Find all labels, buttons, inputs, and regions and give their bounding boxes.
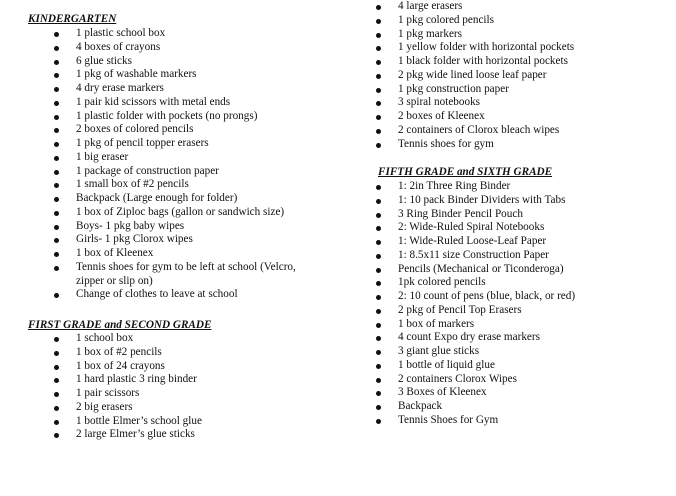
list-item — [28, 206, 326, 220]
bullet-icon — [376, 74, 381, 79]
list-item — [350, 263, 575, 277]
list-item — [28, 415, 202, 429]
list-item — [28, 123, 326, 137]
bullet-icon — [54, 351, 59, 356]
list-item-text: 1 box of Ziploc bags (gallon or sandwich size) — [76, 205, 285, 218]
list-item-text: 1 pkg of pencil topper erasers — [76, 137, 209, 149]
bullet-icon — [54, 73, 59, 78]
list-item — [28, 165, 326, 179]
list-item — [28, 151, 326, 165]
bullet-icon — [54, 142, 59, 147]
bullet-icon — [54, 101, 59, 106]
list-item — [28, 96, 326, 110]
list-item-text: 1 box of 24 crayons — [76, 359, 165, 372]
list-item-text: 2 big erasers — [76, 400, 133, 413]
list-item-text: Boys- 1 pkg baby wipes — [76, 219, 185, 232]
bullet-icon — [376, 199, 381, 204]
list-item-text: 6 glue sticks — [76, 54, 132, 67]
fifth-sixth-list — [350, 180, 575, 428]
list-item-text: 1 pkg of washable markers — [76, 68, 197, 81]
list-item — [28, 220, 326, 234]
bullet-icon — [54, 87, 59, 92]
list-item-text: Backpack (Large enough for folder) — [76, 192, 238, 204]
bullet-icon — [54, 183, 59, 188]
list-item — [28, 373, 202, 387]
list-item — [28, 41, 326, 55]
bullet-icon — [376, 405, 381, 410]
list-item-text: 1: 10 pack Binder Dividers with Tabs — [398, 193, 566, 206]
list-item-text: 4 count Expo dry erase markers — [398, 331, 540, 344]
list-item — [28, 82, 326, 96]
bullet-icon — [376, 309, 381, 314]
list-item-text: Tennis shoes for gym to be left at school (Velcro, zipper or slip on) — [76, 260, 296, 287]
list-item-text: 1 pkg colored pencils — [398, 13, 495, 26]
fifth-sixth-heading: FIFTH GRADE and SIXTH GRADE — [378, 166, 553, 178]
bullet-icon — [54, 420, 59, 425]
bullet-icon — [376, 268, 381, 273]
list-item-text: 1: 2in Three Ring Binder — [398, 180, 511, 192]
list-item-text: 2 pkg of Pencil Top Erasers — [398, 303, 522, 316]
list-item — [350, 208, 575, 222]
bullet-icon — [376, 143, 381, 148]
list-item-text: 2 containers Clorox Wipes — [398, 372, 517, 385]
list-item-text: 1 package of construction paper — [76, 164, 219, 177]
bullet-icon — [54, 32, 59, 37]
list-item — [28, 247, 326, 261]
list-item-text: 1 box of #2 pencils — [76, 345, 162, 358]
bullet-icon — [54, 378, 59, 383]
list-item-text: 3 giant glue sticks — [398, 345, 480, 357]
list-item — [350, 276, 575, 290]
bullet-icon — [54, 433, 59, 438]
bullet-icon — [376, 240, 381, 245]
kindergarten-list — [28, 27, 326, 302]
list-item-text: 2 large Elmer’s glue sticks — [76, 428, 195, 441]
list-item-text: 1 box of Kleenex — [76, 247, 154, 259]
bullet-icon — [376, 129, 381, 134]
list-item — [350, 0, 574, 14]
list-item — [28, 332, 202, 346]
bullet-icon — [54, 266, 59, 271]
list-item-text: 1 box of markers — [398, 317, 475, 330]
list-item — [350, 235, 575, 249]
list-item — [350, 14, 574, 28]
list-item-text: 4 dry erase markers — [76, 82, 164, 94]
list-item-text: 1 hard plastic 3 ring binder — [76, 373, 197, 386]
list-item-text: 1 plastic folder with pockets (no prongs) — [76, 109, 258, 122]
list-item-text: 1: Wide-Ruled Loose-Leaf Paper — [398, 235, 547, 247]
list-item — [350, 194, 575, 208]
list-item — [350, 414, 575, 428]
bullet-icon — [376, 419, 381, 424]
list-item — [28, 261, 326, 289]
list-item — [350, 345, 575, 359]
bullet-icon — [54, 60, 59, 65]
bullet-icon — [54, 170, 59, 175]
bullet-icon — [376, 33, 381, 38]
bullet-icon — [54, 293, 59, 298]
list-item — [350, 69, 574, 83]
bullet-icon — [376, 115, 381, 120]
bullet-icon — [54, 197, 59, 202]
list-item — [28, 192, 326, 206]
list-item — [28, 137, 326, 151]
list-item-text: 1pk colored pencils — [398, 276, 486, 289]
list-item — [28, 346, 202, 360]
list-item-text: 1 black folder with horizontal pockets — [398, 55, 568, 67]
list-item — [28, 387, 202, 401]
list-item-text: Change of clothes to leave at school — [76, 288, 238, 301]
list-item — [350, 400, 575, 414]
list-item-text: 1 pkg markers — [398, 27, 463, 40]
bullet-icon — [376, 364, 381, 369]
list-item-text: Tennis Shoes for Gym — [398, 413, 499, 426]
bullet-icon — [54, 156, 59, 161]
list-item — [28, 428, 202, 442]
list-item — [28, 288, 326, 302]
list-item-text: 1 bottle Elmer’s school glue — [76, 414, 202, 427]
bullet-icon — [376, 46, 381, 51]
bullet-icon — [376, 350, 381, 355]
list-item — [350, 110, 574, 124]
list-item-text: 1: 8.5x11 size Construction Paper — [398, 248, 549, 261]
list-item — [350, 304, 575, 318]
list-item-text: Backpack — [398, 400, 443, 412]
list-item — [28, 178, 326, 192]
list-item — [350, 138, 574, 152]
bullet-icon — [376, 226, 381, 231]
list-item — [350, 373, 575, 387]
list-item — [350, 28, 574, 42]
list-item — [350, 96, 574, 110]
bullet-icon — [376, 101, 381, 106]
list-item — [28, 68, 326, 82]
list-item-text: 2 boxes of colored pencils — [76, 123, 194, 136]
list-item-text: Pencils (Mechanical or Ticonderoga) — [398, 262, 564, 275]
list-item-text: 2 boxes of Kleenex — [398, 110, 485, 122]
list-item-text: 3 spiral notebooks — [398, 96, 481, 109]
bullet-icon — [54, 337, 59, 342]
bullet-icon — [376, 185, 381, 190]
list-item — [28, 233, 326, 247]
list-item-text: 1 plastic school box — [76, 27, 166, 39]
list-item-text: 1 small box of #2 pencils — [76, 178, 189, 191]
list-item-text: 1 school box — [76, 332, 134, 344]
bullet-icon — [54, 46, 59, 51]
bullet-icon — [376, 88, 381, 93]
list-item — [350, 180, 575, 194]
list-item-text: 4 large erasers — [398, 0, 463, 12]
bullet-icon — [376, 60, 381, 65]
bullet-icon — [376, 281, 381, 286]
list-item-text: 4 boxes of crayons — [76, 40, 161, 53]
bullet-icon — [376, 323, 381, 328]
first-second-list — [28, 332, 202, 442]
list-item-text: Tennis shoes for gym — [398, 137, 494, 150]
list-item-text: 2 pkg wide lined loose leaf paper — [398, 68, 547, 81]
bullet-icon — [54, 252, 59, 257]
bullet-icon — [54, 211, 59, 216]
bullet-icon — [376, 213, 381, 218]
bullet-icon — [54, 392, 59, 397]
list-item — [350, 386, 575, 400]
bullet-icon — [376, 5, 381, 10]
bullet-icon — [54, 406, 59, 411]
list-item-text: Girls- 1 pkg Clorox wipes — [76, 233, 193, 246]
bullet-icon — [376, 336, 381, 341]
list-item — [350, 318, 575, 332]
bullet-icon — [54, 115, 59, 120]
list-item — [350, 249, 575, 263]
list-item — [28, 360, 202, 374]
list-item-text: 1 pair scissors — [76, 387, 140, 399]
list-item — [350, 55, 574, 69]
list-item — [28, 55, 326, 69]
list-item-text: 1 pkg construction paper — [398, 82, 509, 95]
kindergarten-heading: KINDERGARTEN — [28, 13, 117, 25]
list-item-text: 1 pair kid scissors with metal ends — [76, 95, 231, 108]
list-item-text: 1 bottle of liquid glue — [398, 358, 495, 371]
bullet-icon — [376, 254, 381, 259]
list-item — [350, 359, 575, 373]
bullet-icon — [376, 378, 381, 383]
first-second-heading: FIRST GRADE and SECOND GRADE — [28, 319, 212, 331]
bullet-icon — [54, 128, 59, 133]
bullet-icon — [54, 238, 59, 243]
bullet-icon — [54, 225, 59, 230]
bullet-icon — [54, 365, 59, 370]
list-item — [28, 401, 202, 415]
bullet-icon — [376, 19, 381, 24]
list-item — [28, 27, 326, 41]
list-item-text: 1 big eraser — [76, 150, 129, 163]
list-item-text: 2: 10 count of pens (blue, black, or red) — [398, 290, 576, 302]
list-item — [350, 41, 574, 55]
third-fourth-continued-list — [350, 0, 574, 151]
list-item-text: 2: Wide-Ruled Spiral Notebooks — [398, 221, 545, 234]
list-item-text: 2 containers of Clorox bleach wipes — [398, 123, 560, 136]
list-item — [350, 221, 575, 235]
list-item-text: 1 yellow folder with horizontal pockets — [398, 41, 575, 54]
list-item-text: 3 Boxes of Kleenex — [398, 386, 487, 399]
list-item — [28, 110, 326, 124]
list-item — [350, 331, 575, 345]
list-item — [350, 83, 574, 97]
bullet-icon — [376, 391, 381, 396]
list-item — [350, 290, 575, 304]
list-item — [350, 124, 574, 138]
list-item-text: 3 Ring Binder Pencil Pouch — [398, 207, 523, 220]
bullet-icon — [376, 295, 381, 300]
